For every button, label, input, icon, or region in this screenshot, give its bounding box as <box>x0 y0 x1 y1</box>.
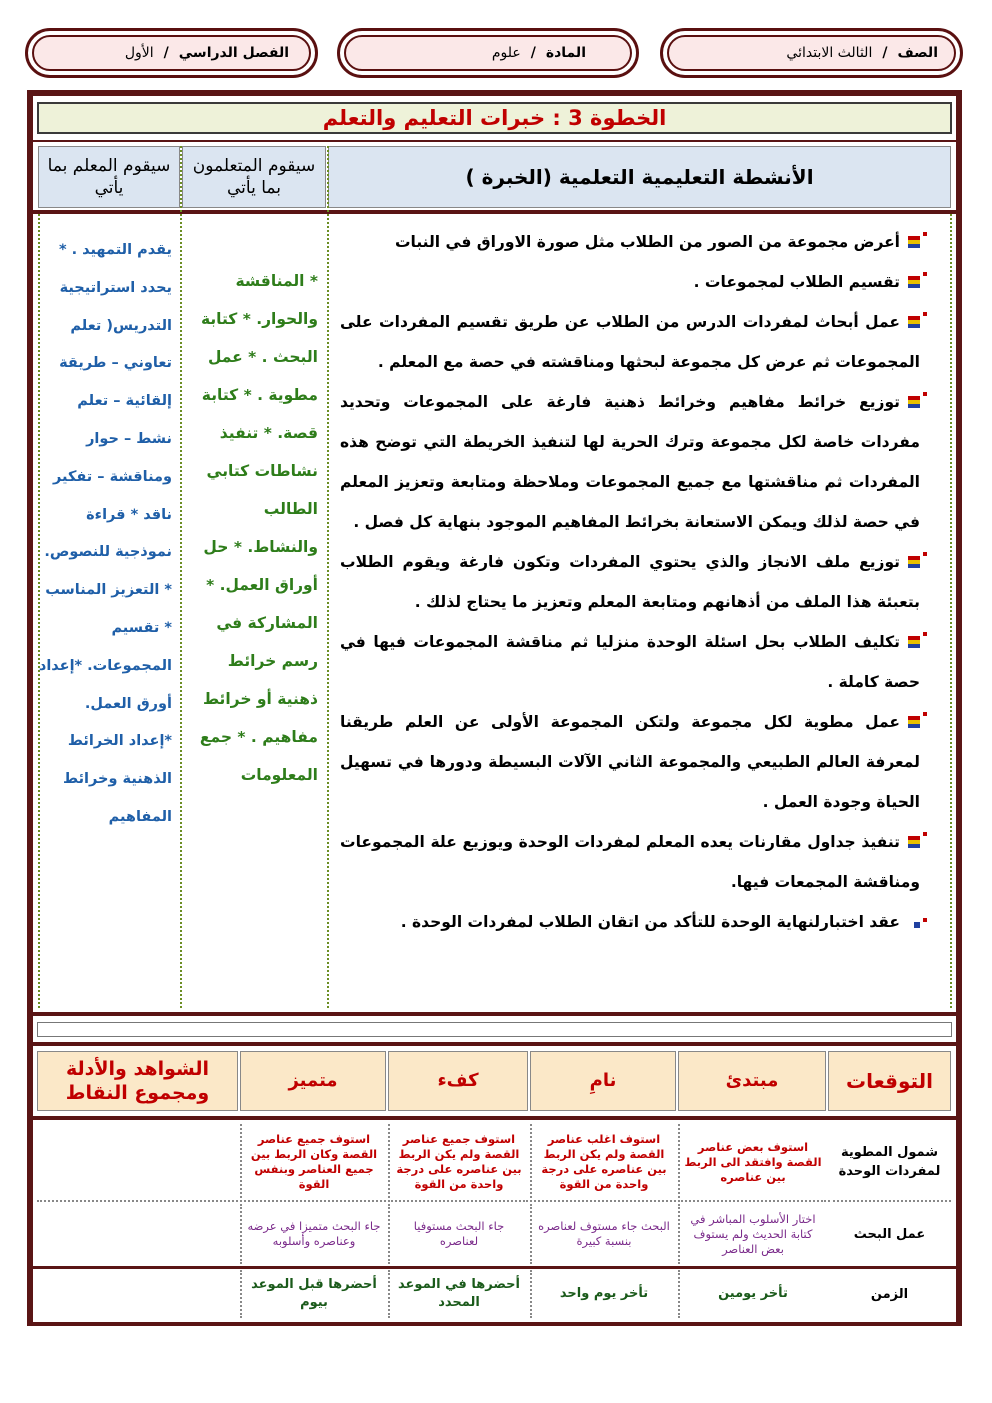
list-item: أعرض مجموعة من الصور من الطلاب مثل صورة الاوراق في النبات <box>340 222 920 262</box>
rubric-cell: اختار الأسلوب المباشر في كتابة الحديث ولم يستوف بعض العناصر <box>678 1204 826 1264</box>
term-label: الفصل الدراسي <box>178 45 289 61</box>
subject-value: علوم <box>491 45 521 61</box>
bullet-icon <box>908 716 920 728</box>
rubric-cell: استوف جميع عناصر القصة وكان الربط بين جميع العناصر وبنفس القوة <box>240 1124 386 1202</box>
subject-pill: المادة / علوم <box>337 28 639 78</box>
rubric-cell: أحضرها في الموعد المحدد <box>388 1270 528 1318</box>
list-item: عقد اختبارلنهاية الوحدة للتأكد من اتقان الطلاب لمفردات الوحدة . <box>340 902 920 942</box>
class-value: الثالث الابتدائي <box>786 45 873 61</box>
rubric-header-expectations: التوقعات <box>828 1051 951 1111</box>
blank-strip <box>37 1022 952 1037</box>
list-item: توزيع خرائط مفاهيم وخرائط ذهنية فارغة على المجموعات وتحديد مفردات خاصة لكل مجموعة وترك الحرية لها لتنفيذ الخريطة التي توضح هذه المفردات ثم مناقشتها مع جميع المجموعات وملاحظة ومتابعة وتعزيز المعلم في حصة لذلك ويمكن الاستعانة بخرائط المفاهيم الموجود بنهاية كل فصل . <box>340 393 920 531</box>
class-label: الصف <box>897 45 938 61</box>
list-item: تكليف الطلاب بحل اسئلة الوحدة منزليا ثم مناقشة المجموعات فيها في حصة كاملة . <box>340 633 920 691</box>
rubric-evidence-cell <box>37 1124 238 1202</box>
rubric-evidence-cell <box>37 1270 238 1318</box>
column-divider <box>180 146 182 1008</box>
subject-label: المادة <box>545 45 586 61</box>
learners-header: سيقوم المتعلمون بما يأتي <box>182 146 326 208</box>
teacher-column-text: يقدم التمهيد . * يحدد استراتيجية التدريس( تعلم تعاوني – طريقة إلقائية – تعلم نشط – حوار ومناقشة – تفكير ناقد * قراءة نموذجية للنصوص. * التعزيز المناسب * تقسيم المجموعات. *إعداد أورق العمل. *إعداد الخرائط الذهنية وخرائط المفاهيم <box>38 242 172 825</box>
rubric-row-label: شمول المطوية لمفردات الوحدة <box>828 1124 951 1202</box>
rubric-row-label: الزمن <box>828 1270 951 1318</box>
rubric-cell: استوف جميع عناصر القصة ولم يكن الربط بين عناصره على درجة واحدة من القوة <box>388 1124 528 1202</box>
rubric-cell: استوف اغلب عناصر القصة ولم يكن الربط بين عناصره على درجة واحدة من القوة <box>530 1124 676 1202</box>
activities-list <box>340 222 920 942</box>
bullet-icon <box>908 636 920 648</box>
teacher-header: سيقوم المعلم بما يأتي <box>38 146 180 208</box>
class-pill: الصف / الثالث الابتدائي <box>660 28 963 78</box>
bullet-icon <box>908 236 920 248</box>
rubric-cell: أحضرها قبل الموعد بيوم <box>240 1270 386 1318</box>
bullet-icon <box>908 556 920 568</box>
rubric-header-evidence: الشواهد والأدلة ومجموع النقاط <box>37 1051 238 1111</box>
bullet-icon <box>908 836 920 848</box>
rubric-cell: جاء البحث متميزا في عرضه وعناصره وأسلوبه <box>240 1204 386 1264</box>
step-title: الخطوة 3 : خبرات التعليم والتعلم <box>322 106 667 130</box>
activities-header: الأنشطة التعليمية التعلمية (الخبرة ) <box>328 146 951 208</box>
list-item: توزيع ملف الانجاز والذي يحتوي المفردات وتكون فارغة ويقوم الطلاب بتعبئة هذا الملف من أذهانهم ومتابعة المعلم وتعزيز ما يحتاج لذلك . <box>340 553 920 611</box>
bullet-icon <box>908 396 920 408</box>
rubric-header-excellent: متميز <box>240 1051 386 1111</box>
list-item: تنفيذ جداول مقارنات يعده المعلم لمفردات الوحدة ويوزيع علة المجموعات ومناقشة المجمعات فيها. <box>340 833 920 891</box>
bullet-icon <box>908 276 920 288</box>
term-pill: الفصل الدراسي / الأول <box>25 28 318 78</box>
step-title-bar <box>37 102 952 134</box>
bullet-icon <box>914 922 920 928</box>
rubric-cell: البحث جاء مستوف لعناصره بنسبة كبيرة <box>530 1204 676 1264</box>
rubric-row-label: عمل البحث <box>828 1204 951 1264</box>
rubric-evidence-cell <box>37 1204 238 1264</box>
rubric-header-growing: نامِ <box>530 1051 676 1111</box>
rubric-header-competent: كفء <box>388 1051 528 1111</box>
rubric-header-beginner: مبتدئ <box>678 1051 826 1111</box>
column-divider <box>950 214 952 1008</box>
column-divider <box>327 146 329 1008</box>
rubric-cell: جاء البحث مستوفيا لعناصره <box>388 1204 528 1264</box>
learners-column-text: * المناقشة والحوار. * كتابة البحث . * عمل مطوية . * كتابة قصة. * تنفيذ نشاطات كتابي الطالب والنشاط. * حل أوراق العمل. * المشاركة في رسم خرائط ذهنية أو خرائط مفاهيم . * جمع المعلومات <box>199 272 318 784</box>
row-divider <box>33 1266 956 1269</box>
rubric-cell: تأخر يومين <box>678 1270 826 1318</box>
list-item: عمل أبحاث لمفردات الدرس من الطلاب عن طريق تقسيم المفردات على المجموعات ثم عرض كل مجموعة لبحثها ومناقشته في حصة مع المعلم . <box>340 313 920 371</box>
rubric-cell: تأخر يوم واحد <box>530 1270 676 1318</box>
list-item: تقسيم الطلاب لمجموعات . <box>340 262 920 302</box>
rubric-cell: استوف بعض عناصر القصة وافتقد الى الربط بين عناصره <box>678 1124 826 1202</box>
term-value: الأول <box>124 45 154 61</box>
bullet-icon <box>908 316 920 328</box>
list-item: عمل مطوية لكل مجموعة ولتكن المجموعة الأولى عن العلم طريقنا لمعرفة العالم الطبيعي والمجموعة الثاني الآلات البسيطة ودورها في تسهيل الحياة وجودة العمل . <box>340 713 920 811</box>
